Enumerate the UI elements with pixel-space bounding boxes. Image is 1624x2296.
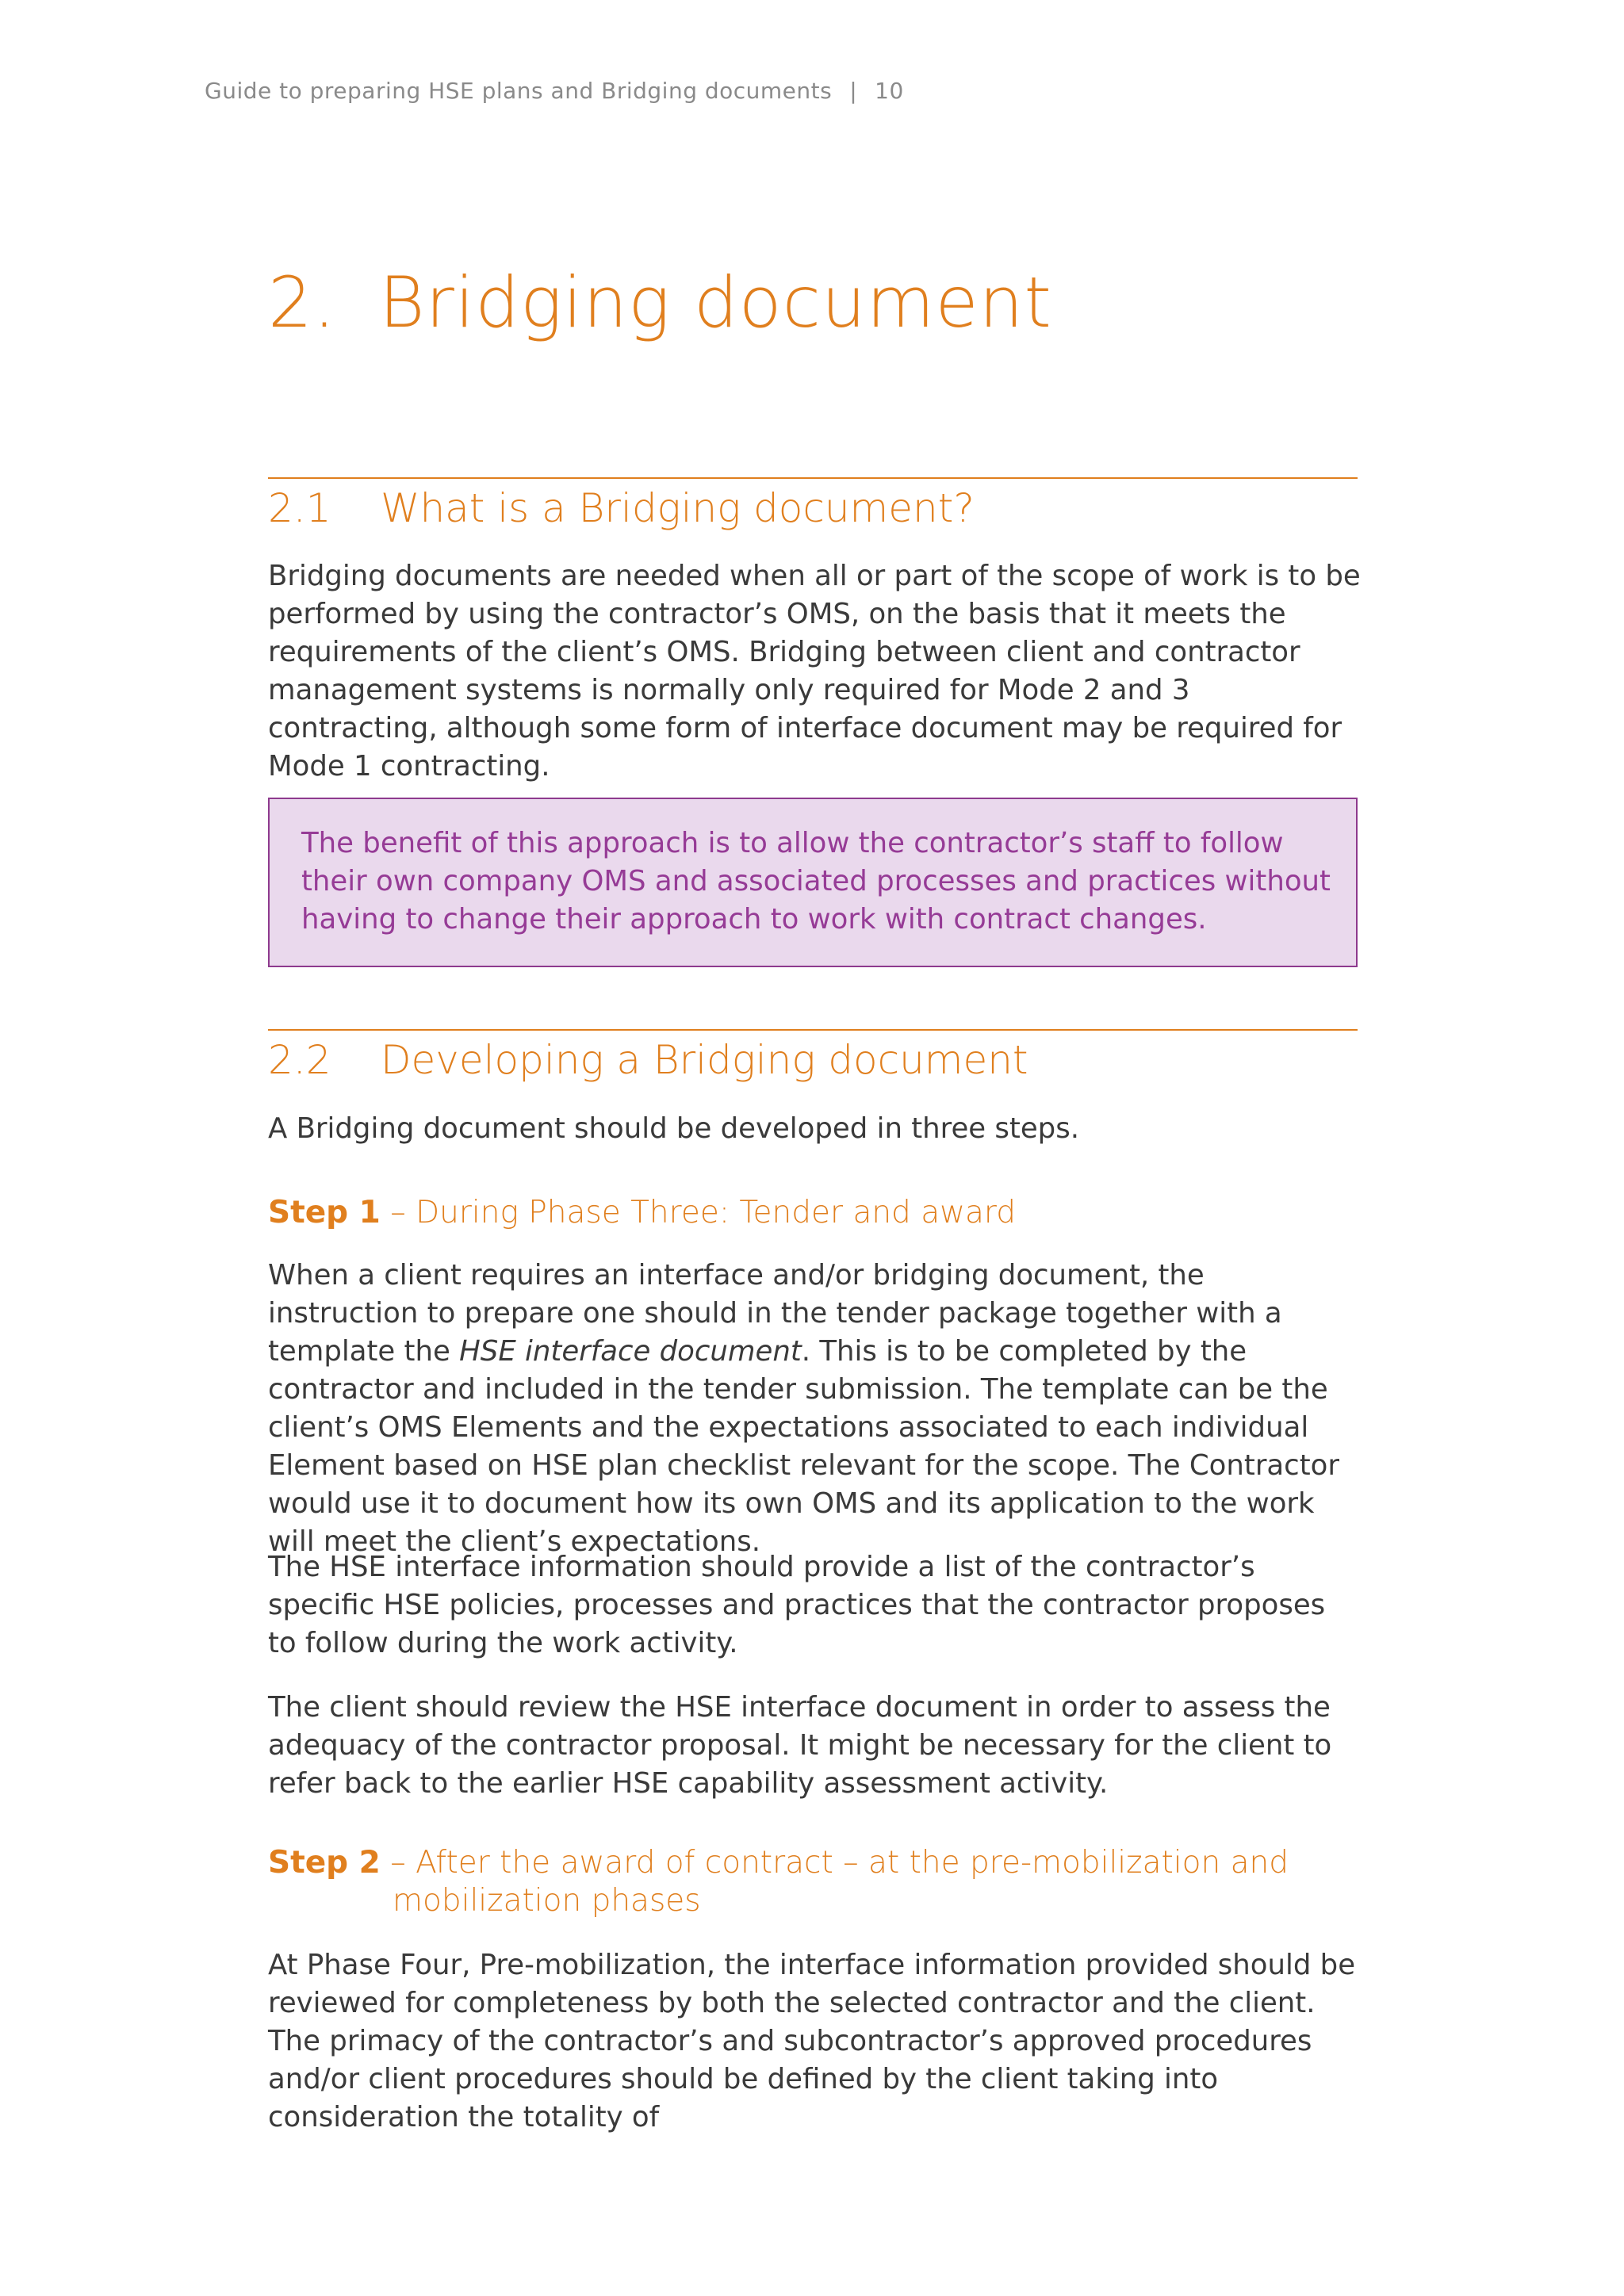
header-doc-title: Guide to preparing HSE plans and Bridging documents — [205, 78, 833, 104]
step-1-p1-text-a: When a client requires an interface and/or bridging document, the instruction to prepare one should in the tender package together with a template the — [268, 1259, 1282, 1368]
header-separator: | — [849, 78, 858, 104]
running-header — [205, 78, 904, 104]
step-1-paragraph-1 — [268, 1257, 1362, 1561]
section-2-2-number: 2.2 — [268, 1037, 331, 1083]
step-1-dash: – — [380, 1195, 416, 1230]
step-2-dash: – — [380, 1845, 416, 1881]
step-2-label: Step 2 — [268, 1845, 381, 1881]
chapter-title-text: Bridging document — [379, 262, 1052, 343]
step-1-label: Step 1 — [268, 1195, 381, 1230]
step-2-paragraph-1: At Phase Four, Pre-mobilization, the interface information provided should be reviewed for completeness by both the selected contractor and the client. The primacy of the contractor’s and subcontractor’s approved procedures and/or client procedures should be defined by the client taking into consideration the totality of — [268, 1949, 1356, 2133]
step-2-title-line-2: mobilization phases — [393, 1883, 701, 1919]
section-2-2-title: Developing a Bridging document — [381, 1037, 1028, 1083]
section-2-1-heading — [268, 485, 975, 531]
step-1-title: During Phase Three: Tender and award — [416, 1195, 1017, 1230]
chapter-number: 2. — [268, 262, 336, 343]
chapter-title — [268, 262, 1052, 343]
step-1-p1-text-b: . This is to be completed by the contractor and included in the tender submission. The template can be the client’s OMS Elements and the expectations associated to each individual Element based on HSE plan checklist relevant for the scope. The Contractor would use it to document how its own OMS and its application to the work will meet the client’s expectations. — [268, 1335, 1339, 1558]
step-2-title-line-1: After the award of contract – at the pre-mobilization and — [416, 1845, 1289, 1881]
section-2-1-title: What is a Bridging document? — [381, 485, 975, 531]
step-1-heading — [268, 1194, 1016, 1232]
callout-text: The benefit of this approach is to allow the contractor’s staff to follow their own company OMS and associated processes and practices without having to change their approach to work with contract changes. — [301, 827, 1331, 936]
section-2-1-rule — [268, 477, 1358, 479]
section-2-2-heading — [268, 1037, 1028, 1083]
section-2-1-number: 2.1 — [268, 485, 331, 531]
step-2-heading — [268, 1844, 1289, 1920]
section-2-2-rule — [268, 1029, 1358, 1031]
header-page-number: 10 — [875, 78, 904, 104]
section-2-2-intro: A Bridging document should be developed in three steps. — [268, 1112, 1079, 1145]
step-1-p1-italic: HSE interface document — [459, 1335, 802, 1368]
callout-box — [268, 798, 1358, 967]
step-1-paragraph-3: The client should review the HSE interface document in order to assess the adequacy of the contractor proposal. It might be necessary for the client to refer back to the earlier HSE capability assessment activity. — [268, 1691, 1332, 1800]
section-2-1-paragraph: Bridging documents are needed when all or part of the scope of work is to be performed by using the contractor’s OMS, on the basis that it meets the requirements of the client’s OMS. Bridging between client and contractor management systems is normally only required for Mode 2 and 3 contracting, although some form of interface document may be required for Mode 1 contracting. — [268, 560, 1361, 783]
step-1-paragraph-2: The HSE interface information should provide a list of the contractor’s specific HSE policies, processes and practices that the contractor proposes to follow during the work activity. — [268, 1551, 1326, 1659]
